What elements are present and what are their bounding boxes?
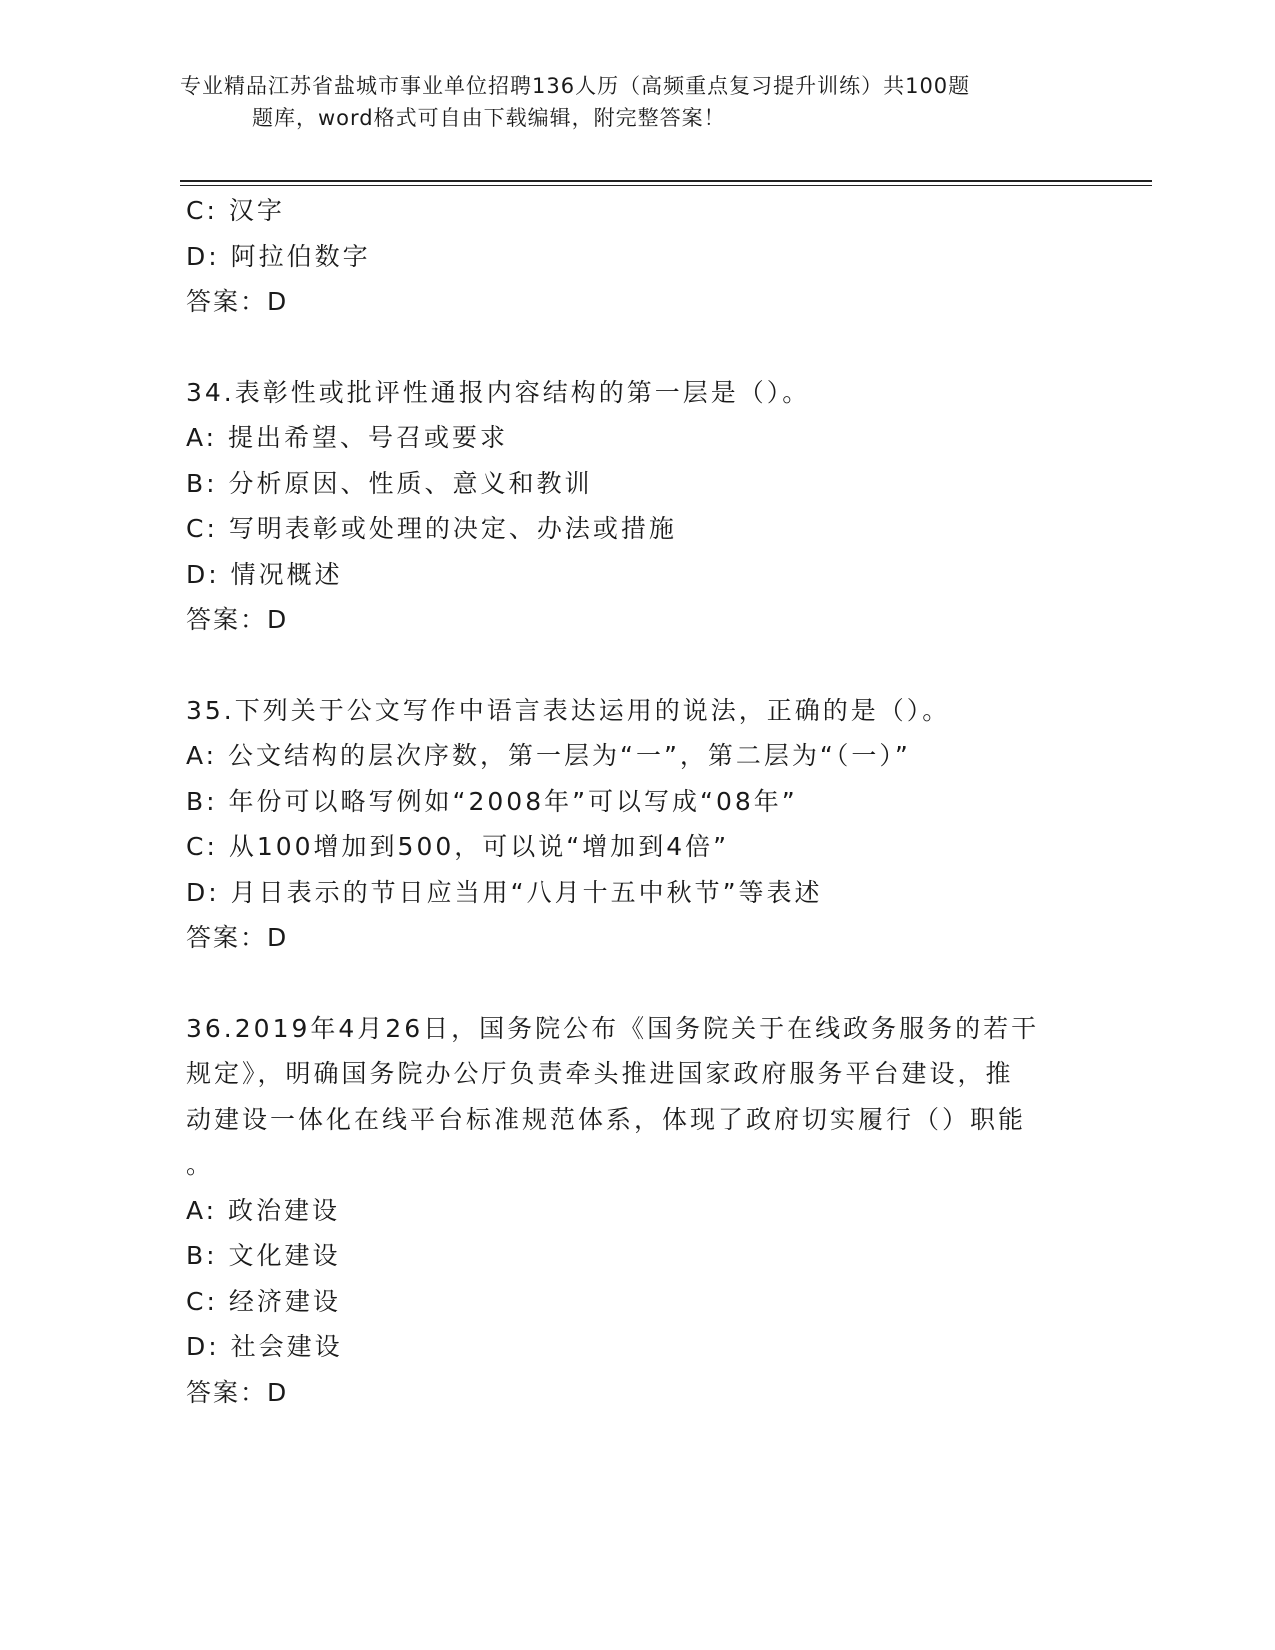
option-a: A: 提出希望、号召或要求 bbox=[186, 423, 509, 452]
question-34 bbox=[186, 370, 1076, 643]
question-text-line-3: 动建设一体化在线平台标准规范体系，体现了政府切实履行（）职能 bbox=[186, 1104, 1027, 1134]
question-text-line-1: 36.2019年4月26日，国务院公布《国务院关于在线政务服务的若干 bbox=[186, 1013, 1040, 1043]
option-c: C: 汉字 bbox=[186, 196, 285, 225]
option-c: C: 写明表彰或处理的决定、办法或措施 bbox=[186, 514, 677, 543]
option-a: A: 政治建设 bbox=[186, 1195, 341, 1225]
question-35 bbox=[186, 688, 1076, 961]
header-title-line-2: 题库，word格式可自由下载编辑，附完整答案！ bbox=[252, 106, 726, 130]
answer-line: 答案：D bbox=[186, 605, 289, 634]
question-36 bbox=[186, 1006, 1076, 1416]
document-header bbox=[180, 70, 1080, 134]
header-divider-thin bbox=[180, 185, 1152, 186]
question-text-line-4: 。 bbox=[186, 1150, 215, 1179]
option-d: D: 社会建设 bbox=[186, 1332, 343, 1361]
question-list bbox=[186, 188, 1076, 1415]
option-d: D: 情况概述 bbox=[186, 559, 343, 589]
question-text: 35.下列关于公文写作中语言表达运用的说法，正确的是（）。 bbox=[186, 695, 951, 725]
option-b: B: 文化建设 bbox=[186, 1241, 341, 1270]
option-d: D: 阿拉伯数字 bbox=[186, 241, 371, 271]
option-b: B: 年份可以略写例如“2008年”可以写成“08年” bbox=[186, 786, 798, 816]
option-d: D: 月日表示的节日应当用“八月十五中秋节”等表述 bbox=[186, 877, 823, 907]
answer-line: 答案：D bbox=[186, 1377, 289, 1407]
answer-line: 答案：D bbox=[186, 287, 289, 316]
answer-line: 答案：D bbox=[186, 923, 289, 952]
question-text-line-2: 规定》，明确国务院办公厅负责牵头推进国家政府服务平台建设，推 bbox=[186, 1059, 1014, 1088]
option-c: C: 从100增加到500，可以说“增加到4倍” bbox=[186, 832, 730, 861]
option-b: B: 分析原因、性质、意义和教训 bbox=[186, 468, 593, 498]
question-33-tail bbox=[186, 188, 1076, 325]
option-c: C: 经济建设 bbox=[186, 1286, 341, 1316]
header-title-line-1: 专业精品江苏省盐城市事业单位招聘136人历（高频重点复习提升训练）共100题 bbox=[180, 74, 971, 98]
header-divider-thick bbox=[180, 180, 1152, 182]
question-text: 34.表彰性或批评性通报内容结构的第一层是（）。 bbox=[186, 377, 811, 407]
option-a: A: 公文结构的层次序数，第一层为“一”，第二层为“（一）” bbox=[186, 741, 911, 770]
